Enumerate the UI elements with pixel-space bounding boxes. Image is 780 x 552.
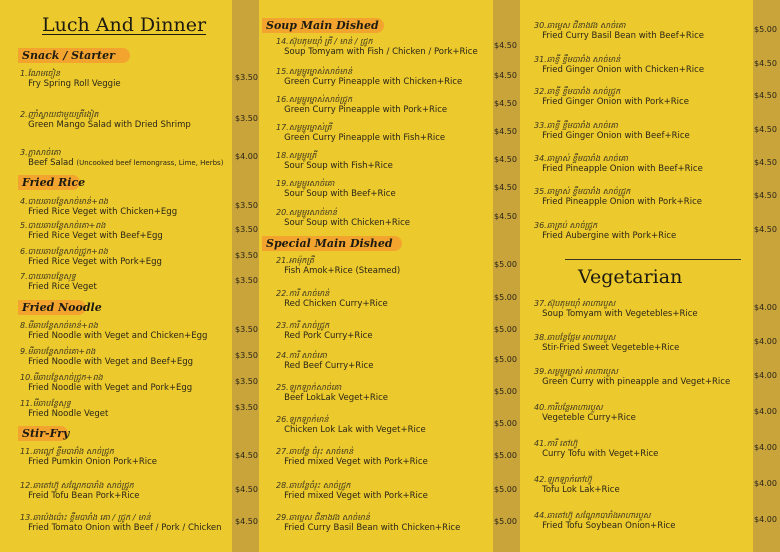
- item-price: $3.50: [235, 325, 258, 334]
- item-khmer-name: 39.សម្លម្ជូរម្នាស់ អាហារបួស: [534, 367, 618, 376]
- item-english-text: Red Beef Curry+Rice: [284, 361, 374, 371]
- item-english-name: [20, 79, 121, 90]
- item-english-name: [534, 131, 690, 142]
- item-english-name: [534, 413, 636, 424]
- item-english-text: Stir-Fried Sweet Vegeteble+Rice: [542, 343, 680, 353]
- item-english-text: Sour Soup with Chicken+Rice: [284, 218, 410, 228]
- menu-item: [20, 512, 222, 534]
- item-price: $4.50: [754, 225, 777, 234]
- section-heading: Snack / Starter: [22, 49, 115, 62]
- item-khmer-name: 27.ឆាបន្លែ ចំរុះ សាច់មាន់: [276, 447, 354, 456]
- menu-item: [276, 207, 410, 229]
- item-english-name: [20, 457, 157, 468]
- item-price: $4.50: [494, 183, 517, 192]
- item-khmer-name: 8.មីឆាបន្លែសាច់មាន់+ពង: [20, 321, 98, 330]
- menu-item: [20, 320, 207, 342]
- item-english-text: Vegeteble Curry+Rice: [542, 413, 636, 423]
- section-band: [262, 18, 384, 33]
- item-english-text: Soup Tomyam with Vegetebles+Rice: [542, 309, 698, 319]
- item-english-text: Fried Pineapple Onion with Pork+Rice: [542, 197, 702, 207]
- item-english-text: Fried Pumkin Onion Pork+Rice: [28, 457, 158, 467]
- item-english-name: [534, 65, 704, 76]
- section-band: [18, 175, 86, 190]
- item-english-text: Red Chicken Curry+Rice: [284, 299, 388, 309]
- item-english-name: [20, 207, 177, 218]
- item-english-text: Green Curry Pineapple with Pork+Rice: [284, 105, 448, 115]
- section-band: [18, 426, 68, 441]
- item-khmer-name: 31.ឆាខ្ញី ខ្ទឹមបារាំង សាច់មាន់: [534, 55, 621, 64]
- item-khmer-name: 9.មីឆាបន្លែសាច់គោ+ពង: [20, 347, 96, 356]
- menu-item: [20, 109, 191, 131]
- item-english-text: Fried Noodle with Veget and Beef+Egg: [28, 357, 194, 367]
- item-english-name: [20, 282, 97, 293]
- section-band: [262, 236, 402, 251]
- item-english-name: [534, 377, 730, 388]
- item-khmer-name: 40.ការីបន្លែអាហារបួស: [534, 403, 603, 412]
- item-english-text: Fried Tofu Soybean Onion+Rice: [542, 521, 676, 531]
- item-price: $5.00: [494, 355, 517, 364]
- item-khmer-name: 30.ឆាម្ទេស ជីនាងវង សាច់គោ: [534, 21, 626, 30]
- item-khmer-name: 17.សម្លម្ជូរម្នាស់ត្រី: [276, 123, 332, 132]
- item-note: (Uncooked beef lemongrass, Lime, Herbs): [76, 159, 224, 167]
- item-khmer-name: 37.ស៊ុបតុមយ៉ាំ អាហារបួស: [534, 299, 616, 308]
- menu-item: [534, 298, 698, 320]
- menu-item: [534, 186, 702, 208]
- item-price: $3.50: [235, 201, 258, 210]
- item-price: $5.00: [494, 293, 517, 302]
- item-english-text: Green Mango Salad with Dried Shrimp: [28, 120, 191, 130]
- item-english-name: [20, 231, 163, 242]
- item-english-text: Fried Noodle with Veget and Chicken+Egg: [28, 331, 208, 341]
- item-khmer-name: 35.ឆាម្នាស់ ខ្ទឹមបារាំង សាច់ជ្រូក: [534, 187, 631, 196]
- item-english-name: [20, 158, 223, 169]
- item-price: $5.00: [494, 419, 517, 428]
- item-price: $4.50: [235, 485, 258, 494]
- section-heading: Stir-Fry: [22, 427, 70, 440]
- item-khmer-name: 11.មីឆាបន្លែសុទ្ធ: [20, 399, 71, 408]
- item-english-text: Fried Tomato Onion with Beef / Pork / Chicken: [28, 523, 222, 533]
- menu-item: [276, 178, 396, 200]
- item-price: $4.00: [754, 443, 777, 452]
- vegetarian-title: Vegetarian: [578, 266, 683, 288]
- item-english-name: [20, 257, 162, 268]
- item-english-text: Fried Rice Veget with Pork+Egg: [28, 257, 162, 267]
- item-khmer-name: 10.មីឆាបន្លែសាច់ជ្រូក+ពង: [20, 373, 103, 382]
- item-price: $4.00: [754, 515, 777, 524]
- item-price: $4.00: [754, 407, 777, 416]
- section-heading: Special Main Dished: [266, 237, 393, 250]
- item-khmer-name: 38.ឆាបន្លែផ្អែម អាហារបួស: [534, 333, 616, 342]
- menu-item: [20, 196, 177, 218]
- menu-item: [20, 446, 157, 468]
- item-price: $4.00: [754, 371, 777, 380]
- menu-item: [276, 288, 388, 310]
- item-price: $4.00: [754, 337, 777, 346]
- item-khmer-name: 32.ឆាខ្ញី ខ្ទឹមបារាំង សាច់ជ្រូក: [534, 87, 621, 96]
- item-khmer-name: 11.ឆាល្ពៅ ខ្ទឹមបារាំង សាច់ជ្រូក: [20, 447, 114, 456]
- item-english-name: [534, 231, 676, 242]
- menu-title: Luch And Dinner: [42, 14, 207, 36]
- item-english-name: [20, 357, 193, 368]
- menu-item: [20, 372, 192, 394]
- item-khmer-name: 18.សម្លម្ជូរត្រី: [276, 151, 317, 160]
- item-english-text: Sour Soup with Beef+Rice: [284, 189, 396, 199]
- menu-item: [20, 271, 97, 293]
- item-price: $5.00: [754, 25, 777, 34]
- menu-item: [20, 480, 140, 502]
- item-khmer-name: 15.សម្លម្ជូរម្នាស់សាច់មាន់: [276, 67, 353, 76]
- item-english-name: [534, 343, 679, 354]
- item-english-text: Fried Ginger Onion with Beef+Rice: [542, 131, 690, 141]
- item-english-text: Fried Pineapple Onion with Beef+Rice: [542, 164, 703, 174]
- item-english-text: Fried Noodle with Veget and Pork+Egg: [28, 383, 193, 393]
- item-price: $5.00: [494, 451, 517, 460]
- item-khmer-name: 22.ការី សាច់មាន់: [276, 289, 330, 298]
- item-khmer-name: 7.បាយឆាបន្លែសុទ្ធ: [20, 272, 76, 281]
- item-english-name: [20, 120, 191, 131]
- menu-item: [534, 438, 658, 460]
- menu-item: [276, 414, 426, 436]
- item-english-text: Fried Curry Basil Bean with Chicken+Rice: [284, 523, 461, 533]
- item-english-text: Fried Rice Veget with Beef+Egg: [28, 231, 163, 241]
- menu-item: [534, 54, 704, 76]
- item-khmer-name: 6.បាយឆាបន្លែសាច់ជ្រូក+ពង: [20, 247, 108, 256]
- menu-item: [276, 122, 445, 144]
- menu-item: [534, 120, 690, 142]
- menu-column-2: [262, 0, 524, 552]
- menu-item: [276, 350, 373, 372]
- item-english-name: [276, 491, 428, 502]
- item-price: $3.50: [235, 351, 258, 360]
- section-heading: Soup Main Dished: [266, 19, 379, 32]
- menu-item: [534, 366, 730, 388]
- item-khmer-name: 25.ឡុកឡាក់សាច់គោ: [276, 383, 342, 392]
- item-price: $4.50: [754, 91, 777, 100]
- item-english-name: [276, 133, 445, 144]
- item-english-text: Fried Rice Veget with Chicken+Egg: [28, 207, 178, 217]
- item-english-text: Fried mixed Veget with Pork+Rice: [284, 457, 428, 467]
- item-khmer-name: 20.សម្លម្ជូរសាច់មាន់: [276, 208, 337, 217]
- item-english-name: [276, 161, 393, 172]
- menu-item: [20, 346, 193, 368]
- menu-item: [534, 220, 676, 242]
- menu-item: [20, 68, 121, 90]
- item-english-name: [534, 97, 689, 108]
- item-english-name: [534, 449, 658, 460]
- menu-item: [276, 255, 400, 277]
- item-price: $4.00: [754, 303, 777, 312]
- item-khmer-name: 44.ឆាតៅហ៊ូ សណ្ដែកបារាំងអាហារបួស: [534, 511, 651, 520]
- item-price: $4.50: [494, 99, 517, 108]
- menu-item: [20, 398, 108, 420]
- item-price: $5.00: [494, 387, 517, 396]
- item-english-text: Green Curry Pineapple with Fish+Rice: [284, 133, 446, 143]
- item-khmer-name: 33.ឆាខ្ញី ខ្ទឹមបារាំង សាច់គោ: [534, 121, 618, 130]
- menu-item: [534, 20, 704, 42]
- item-price: $4.50: [494, 71, 517, 80]
- item-price: $4.50: [494, 41, 517, 50]
- item-price: $5.00: [494, 485, 517, 494]
- item-price: $5.00: [494, 517, 517, 526]
- menu-item: [276, 480, 428, 502]
- item-english-name: [20, 523, 222, 534]
- item-khmer-name: 34.ឆាម្នាស់ ខ្ទឹមបារាំង សាច់គោ: [534, 154, 628, 163]
- item-english-name: [276, 105, 447, 116]
- item-khmer-name: 12.ឆាតៅហ៊ូ សណ្ដែកបារាំង សាច់ជ្រូក: [20, 481, 134, 490]
- item-price: $4.50: [754, 191, 777, 200]
- menu-item: [276, 66, 462, 88]
- menu-item: [276, 382, 388, 404]
- section-band: [18, 300, 102, 315]
- item-khmer-name: 3.ភ្លាសាច់គោ: [20, 148, 61, 157]
- menu-item: [276, 94, 447, 116]
- item-english-name: [276, 299, 388, 310]
- item-english-name: [276, 393, 388, 404]
- item-khmer-name: 2.ញាំស្វាយជាមួយត្រីងៀត: [20, 110, 99, 119]
- item-price: $4.50: [494, 127, 517, 136]
- item-english-name: [276, 266, 400, 277]
- item-english-name: [276, 457, 428, 468]
- item-khmer-name: 36.ឆាត្រប់ សាច់ជ្រូក: [534, 221, 598, 230]
- item-english-text: Beef Salad: [28, 158, 74, 168]
- item-english-text: Beef LokLak Veget+Rice: [284, 393, 389, 403]
- item-english-text: Sour Soup with Fish+Rice: [284, 161, 393, 171]
- item-english-text: Tofu Lok Lak+Rice: [542, 485, 620, 495]
- item-khmer-name: 28.ឆាបន្លែចំរុះ សាច់ជ្រូក: [276, 481, 351, 490]
- item-price: $3.50: [235, 225, 258, 234]
- item-price: $3.50: [235, 251, 258, 260]
- item-english-name: [276, 189, 396, 200]
- item-khmer-name: 1.ណែមចៀន: [20, 69, 61, 78]
- item-english-text: Fish Amok+Rice (Steamed): [284, 266, 401, 276]
- item-english-name: [534, 309, 698, 320]
- item-english-text: Red Pork Curry+Rice: [284, 331, 373, 341]
- item-english-name: [276, 218, 410, 229]
- item-khmer-name: 23.ការី សាច់ជ្រូក: [276, 321, 330, 330]
- item-english-name: [20, 331, 207, 342]
- item-price: $3.50: [235, 114, 258, 123]
- menu-item: [534, 402, 636, 424]
- item-english-name: [20, 491, 140, 502]
- item-price: $4.50: [235, 451, 258, 460]
- item-english-text: Fried Curry Basil Bean with Beef+Rice: [542, 31, 705, 41]
- item-english-name: [20, 409, 108, 420]
- menu-item: [276, 36, 478, 58]
- item-khmer-name: 4.បាយឆាបន្លែសាច់មាន់+ពង: [20, 197, 108, 206]
- item-english-text: Fried Aubergine with Pork+Rice: [542, 231, 677, 241]
- item-khmer-name: 41.ការី តៅហ៊ូ: [534, 439, 578, 448]
- item-english-text: Fried Rice Veget: [28, 282, 97, 292]
- item-english-text: Curry Tofu with Veget+Rice: [542, 449, 659, 459]
- item-price: $4.50: [494, 155, 517, 164]
- item-english-name: [276, 331, 373, 342]
- item-english-name: [20, 383, 192, 394]
- item-khmer-name: 29.ឆាម្ទេស ជីនាងវង សាច់មាន់: [276, 513, 370, 522]
- item-english-name: [276, 47, 478, 58]
- menu-column-1: [0, 0, 260, 552]
- item-khmer-name: 26.ឡុកឡាក់មាន់: [276, 415, 329, 424]
- item-english-text: Fried Ginger Onion with Pork+Rice: [542, 97, 689, 107]
- menu-item: [276, 150, 393, 172]
- section-band: [18, 48, 130, 63]
- item-english-text: Fried Ginger Onion with Chicken+Rice: [542, 65, 705, 75]
- menu-item: [276, 320, 373, 342]
- menu-item: [20, 220, 163, 242]
- item-price: $4.50: [754, 158, 777, 167]
- item-khmer-name: 24.ការី សាច់គោ: [276, 351, 327, 360]
- item-khmer-name: 19.សម្លម្ជូរសាច់គោ: [276, 179, 335, 188]
- divider: [565, 259, 741, 260]
- item-english-name: [534, 164, 703, 175]
- item-english-text: Fry Spring Roll Veggie: [28, 79, 121, 89]
- item-english-text: Chicken Lok Lak with Veget+Rice: [284, 425, 426, 435]
- item-english-name: [276, 361, 373, 372]
- item-khmer-name: 21.អាម៉ុកត្រី: [276, 256, 314, 265]
- item-khmer-name: 42.ឡុកឡាក់តៅហ៊ូ: [534, 475, 592, 484]
- section-heading: Fried Noodle: [22, 301, 102, 314]
- item-price: $4.50: [235, 517, 258, 526]
- item-price: $5.00: [494, 260, 517, 269]
- item-english-name: [276, 425, 426, 436]
- menu-item: [534, 332, 679, 354]
- menu-item: [534, 86, 689, 108]
- item-english-name: [276, 523, 460, 534]
- item-price: $3.50: [235, 403, 258, 412]
- item-khmer-name: 14.ស៊ុបតុមយ៉ាំ ត្រី / មាន់ / ជ្រូក: [276, 37, 373, 46]
- menu-item: [534, 474, 620, 496]
- menu-item: [20, 246, 162, 268]
- item-english-name: [534, 521, 675, 532]
- item-khmer-name: 5.បាយឆាបន្លែសាច់គោ+ពង: [20, 221, 106, 230]
- menu-item: [534, 153, 703, 175]
- item-price: $5.00: [494, 325, 517, 334]
- item-khmer-name: 16.សម្លម្ជូរម្នាស់សាច់ជ្រូក: [276, 95, 353, 104]
- item-price: $4.50: [494, 212, 517, 221]
- item-english-text: Fried Noodle Veget: [28, 409, 109, 419]
- item-english-name: [534, 485, 620, 496]
- item-english-text: Freid Tofu Bean Pork+Rice: [28, 491, 140, 501]
- item-english-text: Green Curry with pineapple and Veget+Rice: [542, 377, 731, 387]
- item-price: $3.50: [235, 73, 258, 82]
- item-english-text: Green Curry Pineapple with Chicken+Rice: [284, 77, 463, 87]
- item-price: $4.00: [754, 479, 777, 488]
- item-english-text: Fried mixed Veget with Pork+Rice: [284, 491, 428, 501]
- item-price: $4.00: [235, 152, 258, 161]
- item-english-name: [276, 77, 462, 88]
- item-price: $4.50: [754, 125, 777, 134]
- menu-item: [276, 446, 428, 468]
- item-price: $3.50: [235, 377, 258, 386]
- item-english-text: Soup Tomyam with Fish / Chicken / Pork+Rice: [284, 47, 478, 57]
- item-price: $4.50: [754, 59, 777, 68]
- menu-item: [534, 510, 675, 532]
- menu-item: [20, 147, 223, 169]
- item-price: $3.50: [235, 276, 258, 285]
- item-english-name: [534, 31, 704, 42]
- item-english-name: [534, 197, 702, 208]
- section-heading: Fried Rice: [22, 176, 86, 189]
- item-khmer-name: 13.ឆាប៉េងប៉ោះ ខ្ទឹមបារាំង គោ / ជ្រូក / មាន់: [20, 513, 151, 522]
- menu-item: [276, 512, 460, 534]
